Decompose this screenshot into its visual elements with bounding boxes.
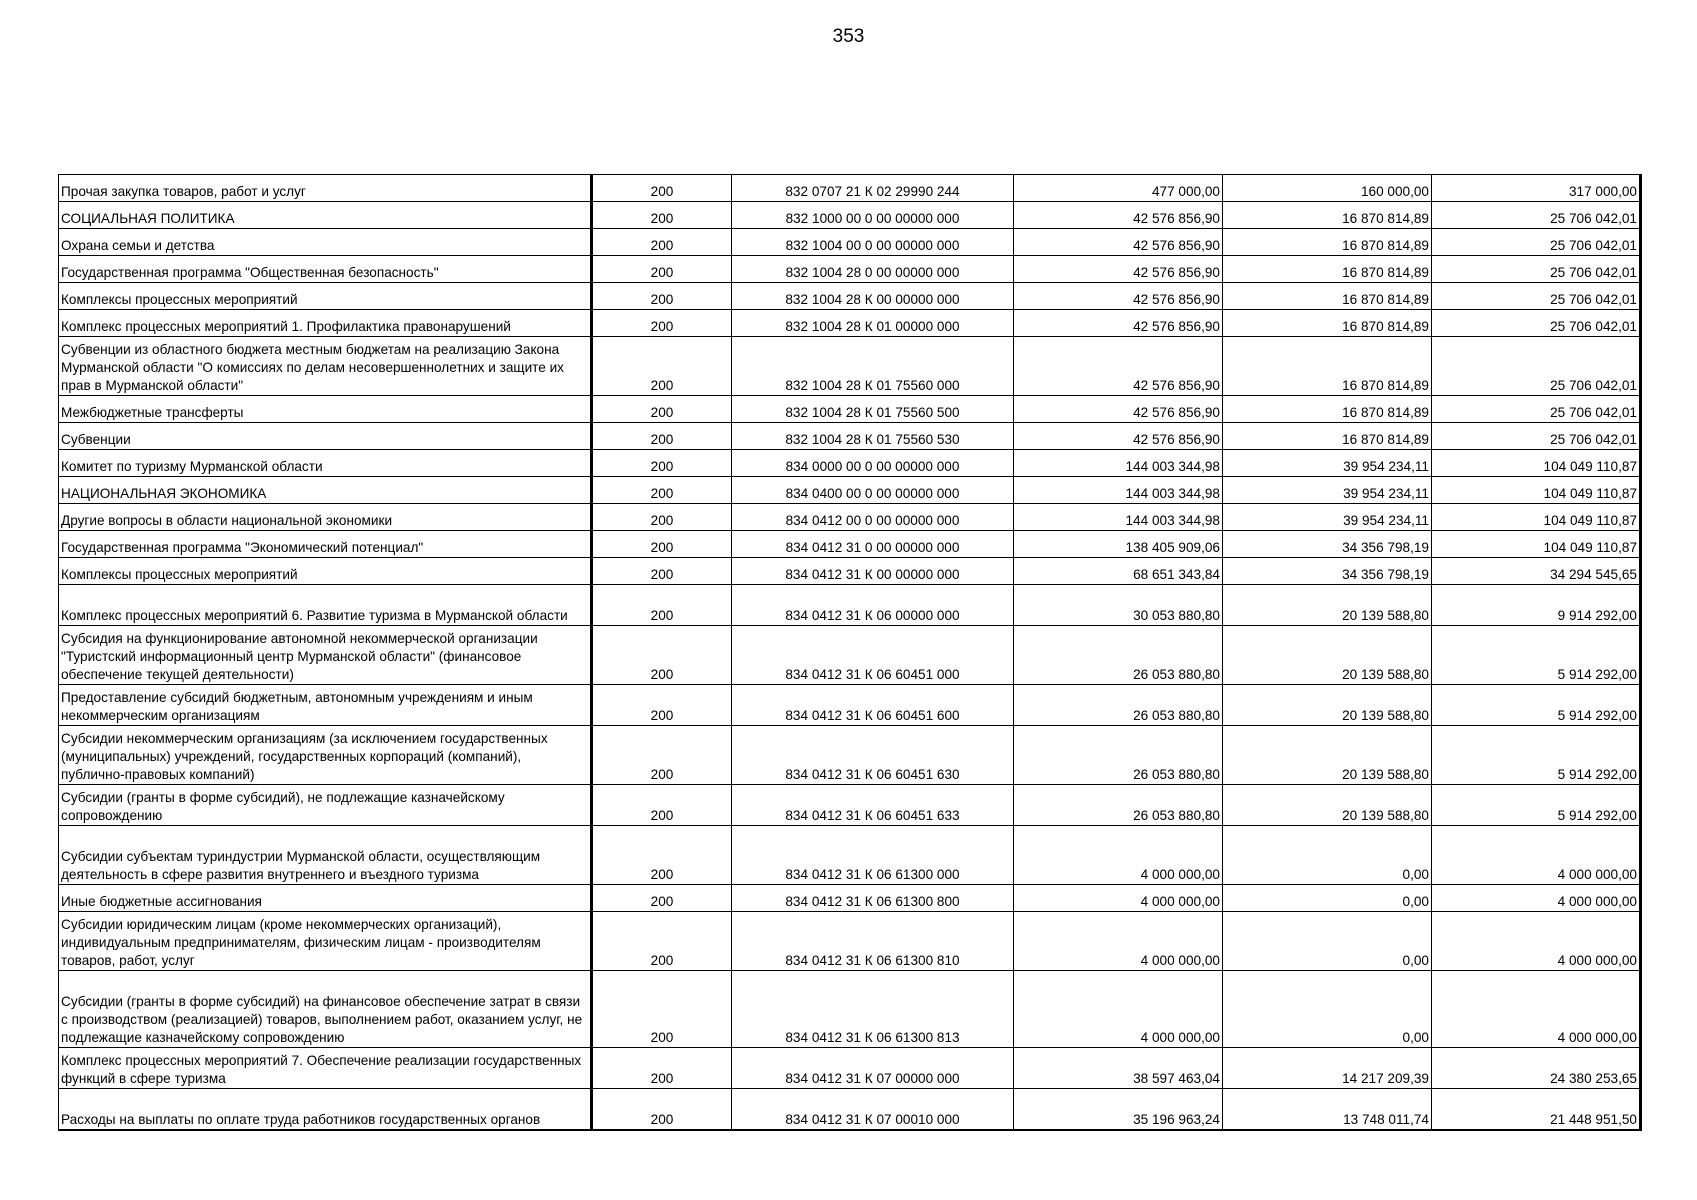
- row-code: 200: [592, 685, 732, 726]
- row-amount-3: 4 000 000,00: [1432, 912, 1641, 971]
- row-amount-2: 20 139 588,80: [1223, 585, 1432, 626]
- row-amount-1: 26 053 880,80: [1014, 685, 1223, 726]
- row-amount-1: 4 000 000,00: [1014, 971, 1223, 1048]
- table-row: [59, 283, 1641, 310]
- row-amount-3: 25 706 042,01: [1432, 202, 1641, 229]
- row-name: Субсидии субъектам туриндустрии Мурманской области, осуществляющим деятельность в сфере развития внутреннего и въездного туризма: [59, 826, 592, 885]
- row-classification-code: 834 0412 31 К 06 60451 630: [732, 726, 1014, 785]
- row-name: Субсидии юридическим лицам (кроме некоммерческих организаций), индивидуальным предпринимателям, физическим лицам - производителям товаров, работ, услуг: [59, 912, 592, 971]
- table-row: [59, 450, 1641, 477]
- row-name: Прочая закупка товаров, работ и услуг: [59, 175, 592, 202]
- row-amount-3: 25 706 042,01: [1432, 256, 1641, 283]
- row-amount-2: 0,00: [1223, 826, 1432, 885]
- row-name: Комплексы процессных мероприятий: [59, 283, 592, 310]
- row-classification-code: 832 1004 00 0 00 00000 000: [732, 229, 1014, 256]
- row-amount-2: 160 000,00: [1223, 175, 1432, 202]
- row-amount-1: 42 576 856,90: [1014, 310, 1223, 337]
- row-amount-3: 317 000,00: [1432, 175, 1641, 202]
- row-amount-1: 42 576 856,90: [1014, 283, 1223, 310]
- row-amount-2: 20 139 588,80: [1223, 626, 1432, 685]
- table-row: [59, 229, 1641, 256]
- row-amount-2: 0,00: [1223, 885, 1432, 912]
- row-amount-3: 104 049 110,87: [1432, 477, 1641, 504]
- table-row: [59, 477, 1641, 504]
- row-amount-3: 25 706 042,01: [1432, 283, 1641, 310]
- row-amount-2: 16 870 814,89: [1223, 202, 1432, 229]
- row-amount-1: 42 576 856,90: [1014, 423, 1223, 450]
- row-name: Предоставление субсидий бюджетным, автономным учреждениям и иным некоммерческим организациям: [59, 685, 592, 726]
- row-classification-code: 834 0412 31 0 00 00000 000: [732, 531, 1014, 558]
- row-code: 200: [592, 785, 732, 826]
- row-code: 200: [592, 626, 732, 685]
- row-code: 200: [592, 1048, 732, 1089]
- table-row: [59, 504, 1641, 531]
- row-amount-2: 39 954 234,11: [1223, 477, 1432, 504]
- row-classification-code: 834 0412 31 К 06 61300 813: [732, 971, 1014, 1048]
- row-code: 200: [592, 504, 732, 531]
- row-amount-3: 4 000 000,00: [1432, 885, 1641, 912]
- row-amount-1: 42 576 856,90: [1014, 256, 1223, 283]
- row-classification-code: 832 1004 28 К 01 75560 500: [732, 396, 1014, 423]
- row-amount-3: 24 380 253,65: [1432, 1048, 1641, 1089]
- row-amount-3: 9 914 292,00: [1432, 585, 1641, 626]
- row-amount-3: 25 706 042,01: [1432, 423, 1641, 450]
- row-amount-2: 20 139 588,80: [1223, 685, 1432, 726]
- row-classification-code: 834 0412 31 К 06 60451 600: [732, 685, 1014, 726]
- row-amount-2: 0,00: [1223, 912, 1432, 971]
- row-classification-code: 832 0707 21 К 02 29990 244: [732, 175, 1014, 202]
- row-name: Комитет по туризму Мурманской области: [59, 450, 592, 477]
- budget-table-body: [59, 175, 1641, 1130]
- row-name: Комплекс процессных мероприятий 1. Профилактика правонарушений: [59, 310, 592, 337]
- row-code: 200: [592, 885, 732, 912]
- row-name: Охрана семьи и детства: [59, 229, 592, 256]
- row-code: 200: [592, 531, 732, 558]
- row-amount-2: 20 139 588,80: [1223, 785, 1432, 826]
- row-code: 200: [592, 726, 732, 785]
- row-amount-3: 4 000 000,00: [1432, 826, 1641, 885]
- row-amount-1: 30 053 880,80: [1014, 585, 1223, 626]
- row-amount-3: 25 706 042,01: [1432, 337, 1641, 396]
- row-classification-code: 832 1004 28 0 00 00000 000: [732, 256, 1014, 283]
- table-row: [59, 175, 1641, 202]
- row-classification-code: 832 1004 28 К 01 00000 000: [732, 310, 1014, 337]
- row-name: Субсидии некоммерческим организациям (за исключением государственных (муниципальных) учреждений, государственных корпораций (компаний), публично-правовых компаний): [59, 726, 592, 785]
- row-code: 200: [592, 283, 732, 310]
- row-classification-code: 834 0400 00 0 00 00000 000: [732, 477, 1014, 504]
- row-name: Другие вопросы в области национальной экономики: [59, 504, 592, 531]
- row-amount-3: 25 706 042,01: [1432, 396, 1641, 423]
- row-amount-2: 14 217 209,39: [1223, 1048, 1432, 1089]
- table-row: [59, 396, 1641, 423]
- table-row: [59, 971, 1641, 1048]
- row-code: 200: [592, 585, 732, 626]
- row-amount-2: 16 870 814,89: [1223, 283, 1432, 310]
- row-code: 200: [592, 558, 732, 585]
- row-amount-1: 144 003 344,98: [1014, 477, 1223, 504]
- row-amount-3: 5 914 292,00: [1432, 785, 1641, 826]
- row-amount-2: 39 954 234,11: [1223, 450, 1432, 477]
- row-name: Межбюджетные трансферты: [59, 396, 592, 423]
- row-classification-code: 832 1004 28 К 00 00000 000: [732, 283, 1014, 310]
- row-classification-code: 834 0412 31 К 07 00010 000: [732, 1089, 1014, 1130]
- row-classification-code: 832 1004 28 К 01 75560 530: [732, 423, 1014, 450]
- table-row: [59, 423, 1641, 450]
- row-amount-3: 104 049 110,87: [1432, 450, 1641, 477]
- row-classification-code: 832 1000 00 0 00 00000 000: [732, 202, 1014, 229]
- row-code: 200: [592, 423, 732, 450]
- row-code: 200: [592, 477, 732, 504]
- row-amount-1: 144 003 344,98: [1014, 450, 1223, 477]
- row-amount-3: 5 914 292,00: [1432, 685, 1641, 726]
- row-amount-1: 42 576 856,90: [1014, 202, 1223, 229]
- row-name: Комплекс процессных мероприятий 6. Развитие туризма в Мурманской области: [59, 585, 592, 626]
- row-code: 200: [592, 337, 732, 396]
- row-code: 200: [592, 229, 732, 256]
- row-code: 200: [592, 256, 732, 283]
- row-amount-3: 5 914 292,00: [1432, 626, 1641, 685]
- row-classification-code: 834 0000 00 0 00 00000 000: [732, 450, 1014, 477]
- row-code: 200: [592, 1089, 732, 1130]
- row-amount-3: 4 000 000,00: [1432, 971, 1641, 1048]
- row-name: Субсидия на функционирование автономной некоммерческой организации "Туристский информационный центр Мурманской области" (финансовое обеспечение текущей деятельности): [59, 626, 592, 685]
- table-row: [59, 826, 1641, 885]
- row-amount-3: 25 706 042,01: [1432, 310, 1641, 337]
- table-row: [59, 726, 1641, 785]
- row-amount-2: 34 356 798,19: [1223, 558, 1432, 585]
- row-amount-1: 477 000,00: [1014, 175, 1223, 202]
- row-amount-1: 35 196 963,24: [1014, 1089, 1223, 1130]
- row-amount-1: 26 053 880,80: [1014, 726, 1223, 785]
- row-amount-1: 4 000 000,00: [1014, 912, 1223, 971]
- table-row: [59, 626, 1641, 685]
- table-row: [59, 310, 1641, 337]
- row-code: 200: [592, 310, 732, 337]
- row-amount-2: 16 870 814,89: [1223, 310, 1432, 337]
- row-amount-2: 39 954 234,11: [1223, 504, 1432, 531]
- row-amount-3: 34 294 545,65: [1432, 558, 1641, 585]
- row-code: 200: [592, 826, 732, 885]
- row-amount-2: 16 870 814,89: [1223, 396, 1432, 423]
- row-amount-1: 144 003 344,98: [1014, 504, 1223, 531]
- row-amount-2: 16 870 814,89: [1223, 337, 1432, 396]
- row-name: Государственная программа "Экономический потенциал": [59, 531, 592, 558]
- table-row: [59, 202, 1641, 229]
- row-amount-3: 104 049 110,87: [1432, 504, 1641, 531]
- page-number: 353: [832, 26, 865, 47]
- table-row: [59, 1089, 1641, 1130]
- row-amount-1: 42 576 856,90: [1014, 229, 1223, 256]
- row-amount-2: 0,00: [1223, 971, 1432, 1048]
- row-amount-3: 25 706 042,01: [1432, 229, 1641, 256]
- row-classification-code: 834 0412 31 К 06 61300 800: [732, 885, 1014, 912]
- row-amount-2: 16 870 814,89: [1223, 423, 1432, 450]
- row-amount-1: 68 651 343,84: [1014, 558, 1223, 585]
- budget-table: [58, 174, 1642, 1131]
- row-amount-1: 138 405 909,06: [1014, 531, 1223, 558]
- row-amount-1: 26 053 880,80: [1014, 626, 1223, 685]
- table-row: [59, 885, 1641, 912]
- row-amount-2: 16 870 814,89: [1223, 256, 1432, 283]
- row-amount-1: 4 000 000,00: [1014, 885, 1223, 912]
- row-name: НАЦИОНАЛЬНАЯ ЭКОНОМИКА: [59, 477, 592, 504]
- row-name: Государственная программа "Общественная безопасность": [59, 256, 592, 283]
- row-classification-code: 832 1004 28 К 01 75560 000: [732, 337, 1014, 396]
- row-name: Расходы на выплаты по оплате труда работников государственных органов: [59, 1089, 592, 1130]
- row-amount-2: 16 870 814,89: [1223, 229, 1432, 256]
- row-code: 200: [592, 202, 732, 229]
- row-code: 200: [592, 175, 732, 202]
- table-row: [59, 558, 1641, 585]
- row-amount-2: 20 139 588,80: [1223, 726, 1432, 785]
- row-amount-2: 13 748 011,74: [1223, 1089, 1432, 1130]
- row-classification-code: 834 0412 31 К 00 00000 000: [732, 558, 1014, 585]
- table-row: [59, 1048, 1641, 1089]
- row-name: Иные бюджетные ассигнования: [59, 885, 592, 912]
- table-row: [59, 912, 1641, 971]
- row-classification-code: 834 0412 00 0 00 00000 000: [732, 504, 1014, 531]
- table-row: [59, 785, 1641, 826]
- row-amount-3: 21 448 951,50: [1432, 1089, 1641, 1130]
- row-classification-code: 834 0412 31 К 06 61300 810: [732, 912, 1014, 971]
- row-classification-code: 834 0412 31 К 06 61300 000: [732, 826, 1014, 885]
- row-name: Субсидии (гранты в форме субсидий), не подлежащие казначейскому сопровождению: [59, 785, 592, 826]
- row-classification-code: 834 0412 31 К 06 00000 000: [732, 585, 1014, 626]
- row-amount-2: 34 356 798,19: [1223, 531, 1432, 558]
- row-amount-3: 5 914 292,00: [1432, 726, 1641, 785]
- row-amount-1: 42 576 856,90: [1014, 337, 1223, 396]
- table-row: [59, 585, 1641, 626]
- table-row: [59, 256, 1641, 283]
- row-code: 200: [592, 912, 732, 971]
- row-code: 200: [592, 396, 732, 423]
- row-code: 200: [592, 450, 732, 477]
- row-name: Субсидии (гранты в форме субсидий) на финансовое обеспечение затрат в связи с производством (реализацией) товаров, выполнением работ, оказанием услуг, не подлежащие казначейскому сопровождению: [59, 971, 592, 1048]
- row-classification-code: 834 0412 31 К 06 60451 000: [732, 626, 1014, 685]
- row-classification-code: 834 0412 31 К 07 00000 000: [732, 1048, 1014, 1089]
- row-name: Субвенции: [59, 423, 592, 450]
- table-row: [59, 337, 1641, 396]
- row-name: Субвенции из областного бюджета местным бюджетам на реализацию Закона Мурманской области "О комиссиях по делам несовершеннолетних и защите их прав в Мурманской области": [59, 337, 592, 396]
- table-row: [59, 685, 1641, 726]
- table-row: [59, 531, 1641, 558]
- row-amount-3: 104 049 110,87: [1432, 531, 1641, 558]
- row-name: Комплекс процессных мероприятий 7. Обеспечение реализации государственных функций в сфере туризма: [59, 1048, 592, 1089]
- row-amount-1: 26 053 880,80: [1014, 785, 1223, 826]
- row-name: СОЦИАЛЬНАЯ ПОЛИТИКА: [59, 202, 592, 229]
- row-code: 200: [592, 971, 732, 1048]
- row-name: Комплексы процессных мероприятий: [59, 558, 592, 585]
- row-classification-code: 834 0412 31 К 06 60451 633: [732, 785, 1014, 826]
- row-amount-1: 42 576 856,90: [1014, 396, 1223, 423]
- row-amount-1: 38 597 463,04: [1014, 1048, 1223, 1089]
- row-amount-1: 4 000 000,00: [1014, 826, 1223, 885]
